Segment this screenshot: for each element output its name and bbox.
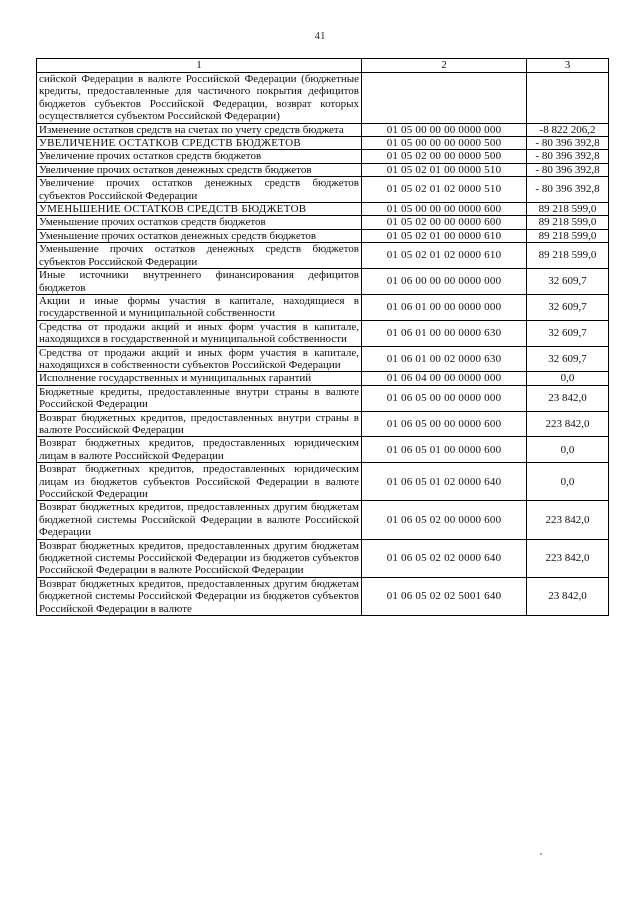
row-description: Исполнение государственных и муниципальных гарантий	[37, 372, 362, 385]
table-row	[37, 346, 609, 372]
row-amount: 32 609,7	[527, 346, 609, 372]
row-budget-code: 01 06 01 00 00 0000 630	[362, 320, 527, 346]
page-number: 41	[314, 30, 326, 42]
row-amount: - 80 396 392,8	[527, 137, 609, 150]
row-budget-code: 01 06 05 00 00 0000 600	[362, 411, 527, 437]
table-row	[37, 163, 609, 176]
table-row	[37, 385, 609, 411]
row-description: Уменьшение прочих остатков средств бюджетов	[37, 216, 362, 229]
row-budget-code: 01 05 02 01 00 0000 510	[362, 163, 527, 176]
row-budget-code: 01 06 05 02 02 5001 640	[362, 577, 527, 615]
row-amount: 89 218 599,0	[527, 216, 609, 229]
row-budget-code: 01 05 00 00 00 0000 000	[362, 123, 527, 136]
table-row	[37, 137, 609, 150]
row-description: Иные источники внутреннего финансирования дефицитов бюджетов	[37, 269, 362, 295]
row-budget-code: 01 06 04 00 00 0000 000	[362, 372, 527, 385]
row-amount: 89 218 599,0	[527, 203, 609, 216]
budget-sources-table	[36, 58, 609, 616]
table-body	[37, 73, 609, 616]
column-header-2: 2	[362, 59, 527, 73]
row-budget-code: 01 05 02 01 02 0000 610	[362, 243, 527, 269]
row-amount: 23 842,0	[527, 385, 609, 411]
row-budget-code: 01 06 05 02 00 0000 600	[362, 501, 527, 539]
row-budget-code: 01 05 02 01 02 0000 510	[362, 177, 527, 203]
row-amount: 0,0	[527, 437, 609, 463]
table-row	[37, 577, 609, 615]
table-row	[37, 123, 609, 136]
row-budget-code: 01 06 00 00 00 0000 000	[362, 269, 527, 295]
row-description: сийской Федерации в валюте Российской Федерации (бюджетные кредиты, предоставленные для частичного покрытия дефицитов бюджетов субъектов Российской Федерации, возврат которых осуществляется субъектом Российской Федерации)	[37, 73, 362, 124]
row-description: Уменьшение прочих остатков денежных средств бюджетов	[37, 229, 362, 242]
row-amount: - 80 396 392,8	[527, 163, 609, 176]
row-amount	[527, 73, 609, 124]
row-description: Средства от продажи акций и иных форм участия в капитале, находящихся в государственной и муниципальной собственности	[37, 320, 362, 346]
row-description: УМЕНЬШЕНИЕ ОСТАТКОВ СРЕДСТВ БЮДЖЕТОВ	[37, 203, 362, 216]
column-header-3: 3	[527, 59, 609, 73]
row-description: Возврат бюджетных кредитов, предоставленных другим бюджетам бюджетной системы Российской Федерации в валюте Российской Федерации	[37, 501, 362, 539]
table-row	[37, 539, 609, 577]
row-budget-code: 01 06 01 00 02 0000 630	[362, 346, 527, 372]
table-row	[37, 437, 609, 463]
row-budget-code: 01 05 00 00 00 0000 600	[362, 203, 527, 216]
table-row	[37, 463, 609, 501]
row-amount: - 80 396 392,8	[527, 177, 609, 203]
row-description: Бюджетные кредиты, предоставленные внутри страны в валюте Российской Федерации	[37, 385, 362, 411]
row-description: Возврат бюджетных кредитов, предоставленных внутри страны в валюте Российской Федерации	[37, 411, 362, 437]
row-description: Средства от продажи акций и иных форм участия в капитале, находящихся в собственности субъектов Российской Федерации	[37, 346, 362, 372]
row-budget-code	[362, 73, 527, 124]
table-row	[37, 320, 609, 346]
row-description: Возврат бюджетных кредитов, предоставленных юридическим лицам из бюджетов субъектов Российской Федерации в валюте Российской Федерации	[37, 463, 362, 501]
table-row	[37, 229, 609, 242]
row-budget-code: 01 06 05 02 02 0000 640	[362, 539, 527, 577]
row-description: Возврат бюджетных кредитов, предоставленных другим бюджетам бюджетной системы Российской Федерации из бюджетов субъектов Российской Федерации в валюте Российской Федерации	[37, 539, 362, 577]
table-row	[37, 243, 609, 269]
table-row	[37, 150, 609, 163]
row-amount: 223 842,0	[527, 501, 609, 539]
row-description: Изменение остатков средств на счетах по учету средств бюджета	[37, 123, 362, 136]
row-description: Акции и иные формы участия в капитале, находящиеся в государственной и муниципальной собственности	[37, 294, 362, 320]
row-amount: 223 842,0	[527, 539, 609, 577]
row-amount: 32 609,7	[527, 320, 609, 346]
table-header-row	[37, 59, 609, 73]
row-amount: 32 609,7	[527, 269, 609, 295]
row-description: Возврат бюджетных кредитов, предоставленных юридическим лицам в валюте Российской Федерации	[37, 437, 362, 463]
row-description: Уменьшение прочих остатков денежных средств бюджетов субъектов Российской Федерации	[37, 243, 362, 269]
scan-speck	[540, 853, 542, 855]
table-row	[37, 294, 609, 320]
row-budget-code: 01 05 02 01 00 0000 610	[362, 229, 527, 242]
row-amount: 0,0	[527, 463, 609, 501]
row-budget-code: 01 06 05 01 00 0000 600	[362, 437, 527, 463]
row-description: Увеличение прочих остатков денежных средств бюджетов	[37, 163, 362, 176]
row-description: УВЕЛИЧЕНИЕ ОСТАТКОВ СРЕДСТВ БЮДЖЕТОВ	[37, 137, 362, 150]
table-row	[37, 501, 609, 539]
row-amount: 32 609,7	[527, 294, 609, 320]
row-budget-code: 01 06 05 00 00 0000 000	[362, 385, 527, 411]
row-amount: 223 842,0	[527, 411, 609, 437]
row-amount: - 80 396 392,8	[527, 150, 609, 163]
table-row	[37, 216, 609, 229]
row-amount: 89 218 599,0	[527, 243, 609, 269]
row-description: Возврат бюджетных кредитов, предоставленных другим бюджетам бюджетной системы Российской Федерации из бюджетов субъектов Российской Федерации в валюте	[37, 577, 362, 615]
row-budget-code: 01 05 00 00 00 0000 500	[362, 137, 527, 150]
table-row	[37, 177, 609, 203]
column-header-1: 1	[37, 59, 362, 73]
row-amount: -8 822 206,2	[527, 123, 609, 136]
row-budget-code: 01 06 01 00 00 0000 000	[362, 294, 527, 320]
row-amount: 89 218 599,0	[527, 229, 609, 242]
table-row	[37, 269, 609, 295]
row-budget-code: 01 05 02 00 00 0000 600	[362, 216, 527, 229]
table-row	[37, 73, 609, 124]
row-amount: 23 842,0	[527, 577, 609, 615]
row-amount: 0,0	[527, 372, 609, 385]
table-row	[37, 372, 609, 385]
row-budget-code: 01 05 02 00 00 0000 500	[362, 150, 527, 163]
row-description: Увеличение прочих остатков средств бюджетов	[37, 150, 362, 163]
table-row	[37, 203, 609, 216]
row-description: Увеличение прочих остатков денежных средств бюджетов субъектов Российской Федерации	[37, 177, 362, 203]
row-budget-code: 01 06 05 01 02 0000 640	[362, 463, 527, 501]
table-row	[37, 411, 609, 437]
